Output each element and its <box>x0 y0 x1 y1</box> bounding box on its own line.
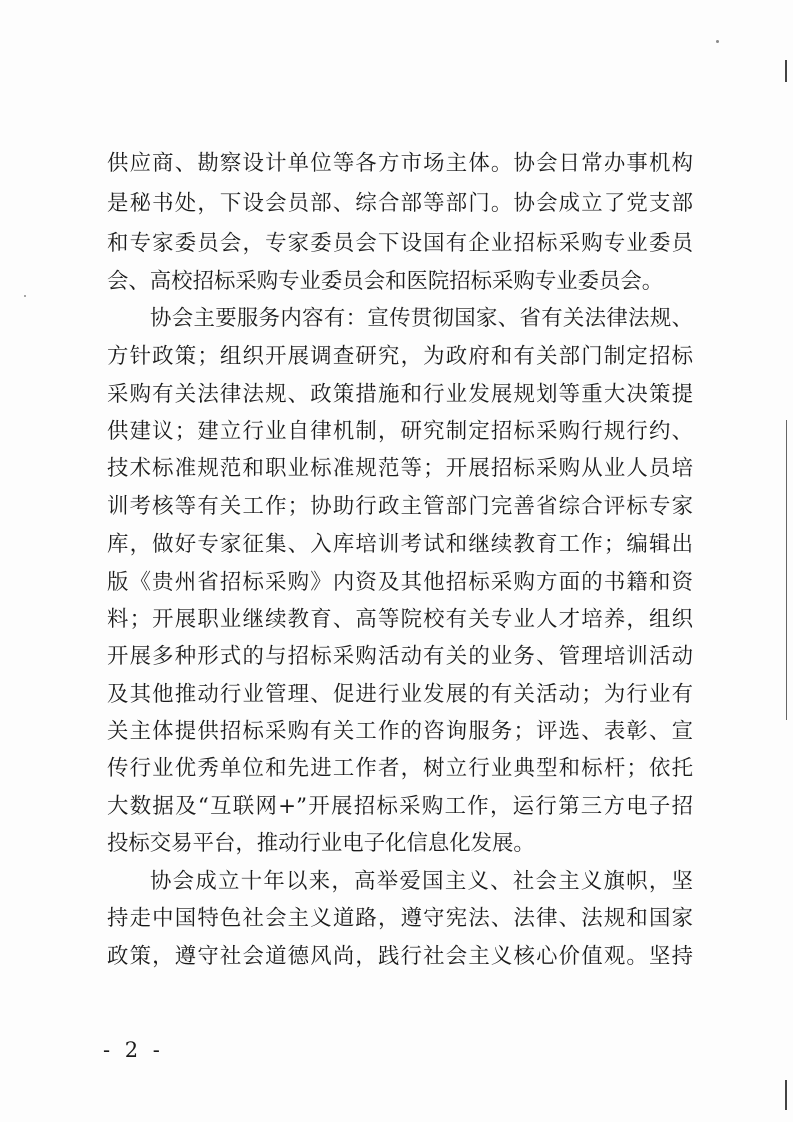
body-text-line: 供应商、勘察设计单位等各方市场主体。协会日常办事机构 <box>107 151 693 176</box>
body-text-line: 政策，遵守社会道德风尚，践行社会主义核心价值观。坚持 <box>107 944 693 969</box>
body-text-line: 开展多种形式的与招标采购活动有关的业务、管理培训活动 <box>107 644 693 669</box>
scan-speck <box>24 295 26 297</box>
body-text-line: 传行业优秀单位和先进工作者，树立行业典型和标杆；依托 <box>107 756 693 781</box>
body-text-line: 持走中国特色社会主义道路，遵守宪法、法律、法规和国家 <box>107 906 693 931</box>
body-text-line: 库，做好专家征集、入库培训考试和继续教育工作；编辑出 <box>107 532 693 557</box>
scan-edge-mark <box>786 420 787 720</box>
body-text-line: 采购有关法律法规、政策措施和行业发展规划等重大决策提 <box>107 382 693 407</box>
body-text-line: 及其他推动行业管理、促进行业发展的有关活动；为行业有 <box>107 682 693 707</box>
body-text-line: 大数据及“互联网+”开展招标采购工作，运行第三方电子招 <box>107 794 693 819</box>
scan-speck <box>716 40 719 43</box>
body-text-line: 技术标准规范和职业标准规范等；开展招标采购从业人员培 <box>107 456 693 481</box>
paragraph-first-line: 协会主要服务内容有：宣传贯彻国家、省有关法律法规、 <box>150 306 693 331</box>
body-text-line: 料；开展职业继续教育、高等院校有关专业人才培养，组织 <box>107 607 693 632</box>
body-text-line: 方针政策；组织开展调查研究，为政府和有关部门制定招标 <box>107 344 693 369</box>
scan-edge-mark <box>785 1080 787 1110</box>
body-text-line: 关主体提供招标采购有关工作的咨询服务；评选、表彰、宣 <box>107 719 693 744</box>
body-text-line: 和专家委员会，专家委员会下设国有企业招标采购专业委员 <box>107 231 693 256</box>
body-text-line: 会、高校招标采购专业委员会和医院招标采购专业委员会。 <box>107 269 664 294</box>
page-number: - 2 - <box>103 1038 164 1062</box>
body-text-line: 版《贵州省招标采购》内资及其他招标采购方面的书籍和资 <box>107 570 693 595</box>
scan-edge-mark <box>785 60 787 82</box>
body-text-line: 供建议；建立行业自律机制，研究制定招标采购行规行约、 <box>107 419 693 444</box>
body-text-line: 投标交易平台，推动行业电子化信息化发展。 <box>107 831 535 856</box>
body-text-line: 训考核等有关工作；协助行政主管部门完善省综合评标专家 <box>107 494 693 519</box>
paragraph-first-line: 协会成立十年以来，高举爱国主义、社会主义旗帜，坚 <box>150 869 693 894</box>
body-text-line: 是秘书处，下设会员部、综合部等部门。协会成立了党支部 <box>107 191 693 216</box>
